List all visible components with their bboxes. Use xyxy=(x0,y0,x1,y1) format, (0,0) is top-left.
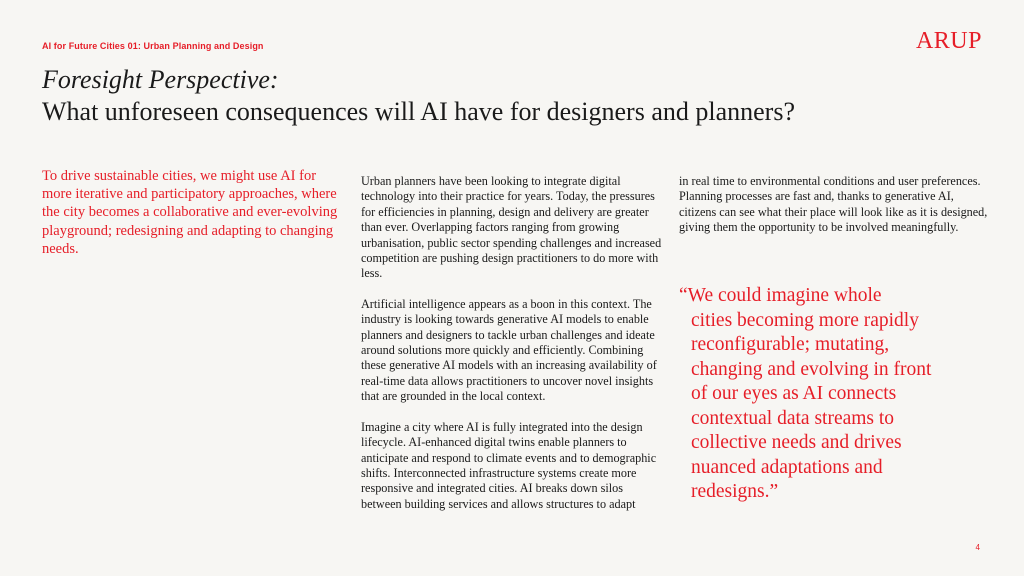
quote-line: changing and evolving in front xyxy=(691,358,932,380)
body-paragraph-2: Artificial intelligence appears as a boon in this context. The industry is looking towards generative AI models to enable planners and designers to tackle urban challenges and ideate around solutions more quickly and efficiently. Combining these generative AI models with an increasing availability of real-time data allows practitioners to uncover novel insights that are grounded in the local context. xyxy=(361,296,657,404)
quote-line: cities becoming more rapidly xyxy=(691,309,919,331)
quote-line: of our eyes as AI connects xyxy=(691,383,897,404)
series-label: AI for Future Cities 01: Urban Planning and Design xyxy=(42,41,264,51)
quote-line: nuanced adaptations and xyxy=(691,456,883,478)
intro-text: To drive sustainable cities, we might use AI for more iterative and participatory approaches, where the city becomes a collaborative and ever-evolving playground; redesigning and adapting to changing needs. xyxy=(42,168,338,257)
page-number: 4 xyxy=(975,543,980,552)
arup-logo: ARUP xyxy=(915,28,982,54)
page-title: What unforeseen consequences will AI have for designers and planners? xyxy=(42,97,795,126)
body-paragraph-continuation: in real time to environmental conditions and user preferences. Planning processes are fast and, thanks to generative AI, citizens can see what their place will look like as it is designed, giving them the opportunity to be involved meaningfully. xyxy=(679,174,988,235)
quote-line: redesigns.” xyxy=(691,481,779,502)
body-column-right xyxy=(679,174,989,236)
quote-line: contextual data streams to xyxy=(691,407,895,429)
body-paragraph-1: Urban planners have been looking to integrate digital technology into their practice for years. Today, the pressures for efficiencies in planning, design and delivery are greater than ever. Overlapping factors ranging from growing urbanisation, public sector spending challenges and increased competition are pushing design practitioners to do more with less. xyxy=(361,174,662,281)
body-column-left xyxy=(361,174,664,527)
quote-line: collective needs and drives xyxy=(691,432,902,453)
quote-line: “We could imagine whole xyxy=(679,285,882,306)
quote-line: reconfigurable; mutating, xyxy=(691,334,890,355)
body-paragraph-3: Imagine a city where AI is fully integrated into the design lifecycle. AI-enhanced digital twins enable planners to anticipate and respond to climate events and to demographic shifts. Interconnected infrastructure systems create more responsive and integrated cities. AI breaks down silos between building services and allows structures to adapt xyxy=(361,419,657,511)
pull-quote xyxy=(679,284,979,505)
page-title-kicker: Foresight Perspective: xyxy=(42,65,279,94)
